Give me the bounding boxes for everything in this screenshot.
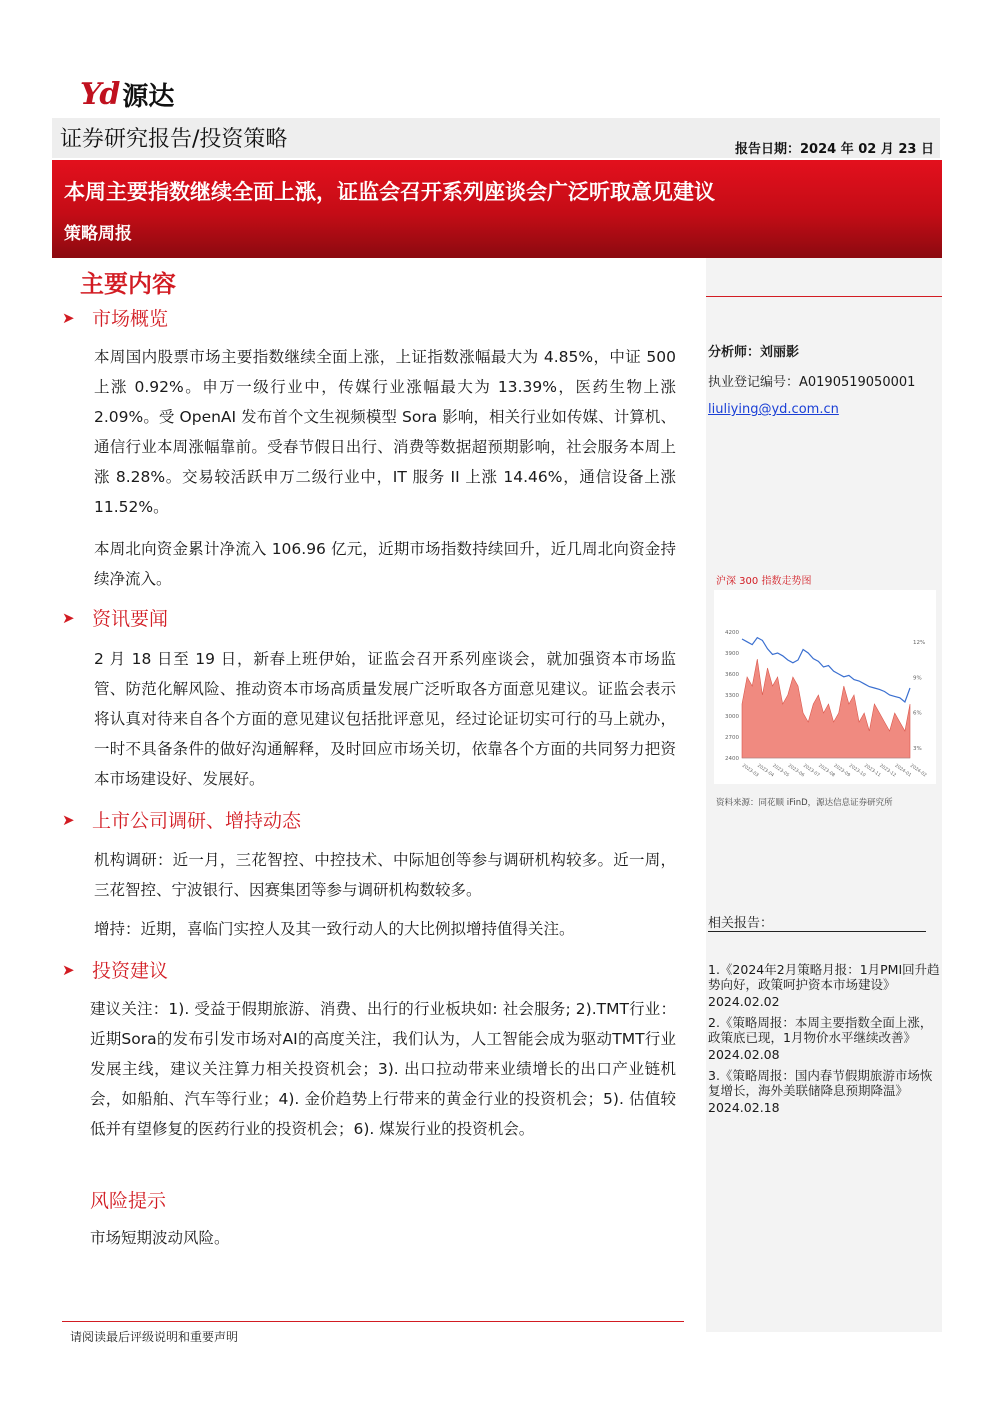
- chart-x-tick-label: 2023-10: [847, 763, 867, 779]
- related-reports-divider: [708, 931, 926, 932]
- section-title: 市场概览: [92, 308, 169, 330]
- chart-x-tick-label: 2023-08: [817, 763, 836, 779]
- related-report-date: 2024.02.08: [708, 1047, 780, 1062]
- chart-y2-tick-label: 3%: [913, 746, 922, 752]
- bullet-arrow-icon: ➤: [62, 960, 75, 979]
- related-report-title[interactable]: 1.《2024年2月策略月报：1月PMI回升趋势向好，政策呵护资本市场建设》: [708, 962, 940, 992]
- report-date: 报告日期：2024 年 02 月 23 日: [735, 142, 934, 157]
- index-chart: [714, 590, 936, 784]
- risk-text: 市场短期波动风险。: [90, 1229, 230, 1247]
- chart-y-tick-label: 2400: [725, 756, 739, 762]
- related-reports-label: 相关报告：: [708, 916, 774, 931]
- chart-y-tick-label: 4200: [725, 630, 739, 636]
- chart-y-tick-label: 3900: [725, 651, 739, 657]
- chart-x-tick-label: 2023-07: [801, 763, 821, 779]
- paragraph: 机构调研：近一月，三花智控、中控技术、中际旭创等参与调研机构较多。近一周，三花智控、宁波银行、因赛集团等参与调研机构数较多。: [94, 851, 676, 899]
- chart-x-tick-label: 2024-02: [908, 763, 928, 779]
- chart-x-tick-label: 2023-06: [786, 763, 805, 779]
- analyst-name: 分析师：刘丽影: [708, 345, 800, 360]
- bullet-arrow-icon: ➤: [62, 608, 75, 627]
- chart-source: 资料来源：同花顺 iFinD，源达信息证券研究所: [716, 798, 893, 808]
- index-chart-svg: [714, 590, 936, 784]
- report-type: 策略周报: [64, 224, 132, 244]
- chart-y2-tick-label: 12%: [913, 640, 926, 646]
- bullet-arrow-icon: ➤: [62, 810, 75, 829]
- logo-mark: Yd: [80, 76, 119, 112]
- risk-heading: 风险提示: [90, 1190, 167, 1212]
- analyst-email-link[interactable]: liuliying@yd.com.cn: [708, 402, 839, 417]
- chart-x-tick-label: 2024-01: [893, 763, 912, 779]
- main-content-title: 主要内容: [80, 270, 176, 298]
- chart-x-tick-label: 2023-04: [756, 763, 775, 779]
- section-title: 资讯要闻: [92, 608, 169, 630]
- chart-x-tick-label: 2023-05: [771, 763, 790, 779]
- section-heading-news: [62, 604, 168, 631]
- paragraph: 本周国内股票市场主要指数继续全面上涨，上证指数涨幅最大为 4.85%，中证 500 上涨 0.92%。申万一级行业中，传媒行业涨幅最大为 13.39%，医药生物上涨 2.09%。受 OpenAI 发布首个文生视频模型 Sora 影响，相关行业如传媒、计算机、通信行业本周涨幅靠前。受春节假日出行、消费等数据超预期影响，社会服务本周上涨 8.28%。交易较活跃申万二级行业中，IT 服务 II 上涨 14.46%，通信设备上涨 11.52%。: [94, 348, 676, 516]
- sidebar-divider: [706, 296, 942, 297]
- chart-y-tick-label: 3600: [725, 672, 739, 678]
- analyst-registration: 执业登记编号：A0190519050001: [708, 375, 916, 390]
- related-reports-list: [708, 962, 940, 1121]
- chart-y-tick-label: 3300: [725, 693, 739, 699]
- logo-text: 源达: [122, 81, 175, 112]
- paragraph: 2 月 18 日至 19 日，新春上班伊始，证监会召开系列座谈会，就加强资本市场监管、防范化解风险、推动资本市场高质量发展广泛听取各方面意见建议。证监会表示将认真对待来自各个方面的意见建议包括批评意见，经过论证切实可行的马上就办，一时不具备条件的做好沟通解释，及时回应市场关切，依靠各个方面的共同努力把资本市场建设好、发展好。: [94, 650, 676, 788]
- chart-title: 沪深 300 指数走势图: [716, 576, 812, 587]
- paragraph: 建议关注：1). 受益于假期旅游、消费、出行的行业板块如: 社会服务; 2).TMT行业：近期Sora的发布引发市场对AI的高度关注，我们认为，人工智能会成为驱动TMT行业发展主线，建议关注算力相关投资机会；3). 出口拉动带来业绩增长的出口产业链机会，如船舶、汽车等行业；4). 金价趋势上行带来的黄金行业的投资机会；5). 估值较低并有望修复的医药行业的投资机会；6). 煤炭行业的投资机会。: [90, 1000, 676, 1138]
- section-title: 投资建议: [92, 960, 169, 982]
- sidebar: [706, 258, 942, 1332]
- chart-x-tick-label: 2023-11: [863, 763, 882, 779]
- section-heading-research: [62, 806, 301, 833]
- related-report-date: 2024.02.02: [708, 994, 780, 1009]
- chart-x-tick-label: 2023-12: [878, 763, 897, 779]
- report-title: 本周主要指数继续全面上涨，证监会召开系列座谈会广泛听取意见建议: [64, 180, 715, 204]
- chart-x-tick-label: 2023-09: [832, 763, 851, 779]
- chart-y2-tick-label: 9%: [913, 675, 922, 682]
- paragraph: 本周北向资金累计净流入 106.96 亿元，近期市场指数持续回升，近几周北向资金持续净流入。: [94, 540, 676, 588]
- related-report-title[interactable]: 3.《策略周报：国内春节假期旅游市场恢复增长，海外美联储降息预期降温》: [708, 1068, 933, 1098]
- chart-y-tick-label: 2700: [725, 735, 739, 741]
- title-banner: [52, 160, 942, 258]
- chart-y-tick-label: 3000: [725, 714, 739, 720]
- related-report-date: 2024.02.18: [708, 1100, 780, 1115]
- related-report-title[interactable]: 2.《策略周报：本周主要指数全面上涨，政策底已现，1月物价水平继续改善》: [708, 1015, 933, 1045]
- footer-divider: [62, 1321, 684, 1322]
- chart-area-series: [742, 659, 910, 758]
- footer-disclaimer: 请阅读最后评级说明和重要声明: [70, 1330, 239, 1344]
- brand-logo: [80, 78, 174, 110]
- section-heading-advice: [62, 956, 168, 983]
- report-category: 证券研究报告/投资策略: [60, 127, 288, 152]
- bullet-arrow-icon: ➤: [62, 308, 75, 327]
- chart-y2-tick-label: 6%: [913, 710, 922, 717]
- section-heading-market: [62, 304, 168, 331]
- section-title: 上市公司调研、增持动态: [92, 810, 302, 832]
- chart-x-tick-label: 2023-03: [740, 763, 760, 779]
- paragraph: 增持：近期，喜临门实控人及其一致行动人的大比例拟增持值得关注。: [94, 920, 575, 938]
